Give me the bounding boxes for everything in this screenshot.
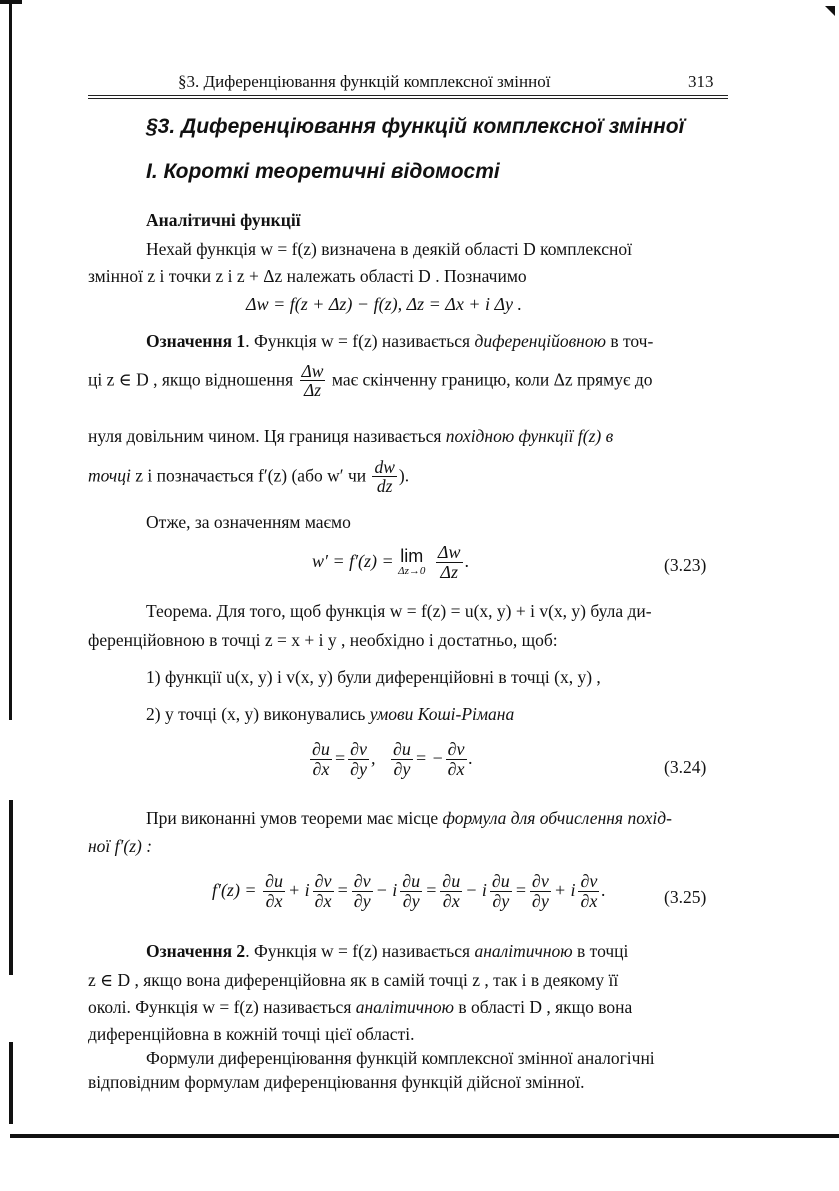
def1-l1-a: . Функція w = f(z) називається bbox=[245, 331, 475, 351]
eq-equals: = bbox=[333, 747, 347, 768]
fraction-denominator: ∂x bbox=[440, 891, 462, 912]
def1-line-1 bbox=[146, 333, 653, 351]
p2-l2-term: ної bbox=[88, 836, 111, 856]
scan-left-edge-line bbox=[9, 0, 12, 720]
fraction-numerator: ∂v bbox=[580, 871, 598, 891]
fraction-numerator: ∂u bbox=[442, 871, 461, 891]
def1-l1-b: в точ- bbox=[605, 331, 654, 351]
equation-3-23 bbox=[312, 543, 469, 583]
eq-operator: = bbox=[425, 879, 438, 900]
term-differentiable: диференційовною bbox=[474, 331, 606, 351]
condition-1: 1) функції u(x, y) і v(x, y) були диференційовні в точці (x, y) , bbox=[146, 667, 601, 687]
running-title: §3. Диференціювання функцій комплексної змінної bbox=[178, 72, 551, 91]
partial-fraction bbox=[400, 872, 422, 912]
eq-tail: . bbox=[601, 879, 606, 900]
fraction-denominator: ∂y bbox=[353, 890, 371, 911]
eq-operator: = bbox=[514, 879, 527, 900]
partial-fraction bbox=[313, 872, 334, 912]
fraction-denominator: ∂x bbox=[580, 890, 598, 911]
fraction-denominator: ∂y bbox=[400, 891, 422, 912]
fraction-denominator: Δz bbox=[436, 562, 463, 583]
equation-number-3-25: (3.25) bbox=[664, 887, 707, 907]
term-analytic: аналітичною bbox=[474, 941, 573, 961]
otzhe-line: Отже, за означенням маємо bbox=[146, 512, 351, 532]
def1-l2-a: ці z ∈ D , якщо відношення bbox=[88, 369, 294, 390]
fraction-numerator: ∂v bbox=[531, 871, 549, 891]
term-derivative-formula: формула для обчислення похід- bbox=[442, 808, 672, 828]
fraction-denominator: dz bbox=[372, 476, 396, 496]
def2-l1-b: в точці bbox=[572, 941, 629, 961]
fraction-numerator: Δw bbox=[301, 361, 324, 381]
header-rule bbox=[88, 95, 728, 96]
section-title: §3. Диференціювання функцій комплексної змінної bbox=[146, 115, 685, 138]
partial-fraction bbox=[352, 872, 373, 912]
p2-l1-a: При виконанні умов теореми має місце bbox=[146, 808, 443, 828]
eq-operator: = bbox=[336, 879, 349, 900]
fraction-dw-dz bbox=[300, 362, 326, 401]
eq-tail: . bbox=[464, 550, 469, 571]
fraction-dw-dz bbox=[436, 543, 463, 583]
fraction-numerator: ∂u bbox=[392, 739, 411, 759]
scan-left-edge-mark-2 bbox=[9, 1042, 13, 1124]
heading-analytic-functions: Аналітичні функції bbox=[146, 210, 301, 230]
fraction-numerator: ∂u bbox=[265, 871, 283, 891]
fraction-denominator: ∂y bbox=[531, 890, 549, 911]
fraction-numerator: ∂u bbox=[402, 871, 421, 891]
lim-text: lim bbox=[400, 546, 424, 567]
fraction-numerator: ∂u bbox=[312, 739, 330, 759]
p1-line-2: змінної z і точки z і z + Δz належать області D . Позначимо bbox=[88, 266, 527, 286]
term-derivative: похідною функції f(z) в bbox=[445, 426, 614, 446]
fraction-denominator: ∂x bbox=[447, 758, 465, 779]
eq325-terms bbox=[261, 871, 601, 911]
scan-bottom-edge bbox=[10, 1134, 839, 1138]
def1-line-2 bbox=[88, 362, 653, 401]
def2-l1-a: . Функція w = f(z) називається bbox=[245, 941, 475, 961]
fraction-denominator: ∂y bbox=[350, 758, 367, 779]
fraction-denominator: ∂y bbox=[391, 759, 413, 780]
p2-line-2 bbox=[88, 838, 152, 856]
partial-fraction bbox=[530, 872, 551, 912]
p2-l2-b: f′(z) : bbox=[110, 836, 153, 856]
eq-tail: . bbox=[468, 747, 474, 768]
def1-l4-a: z і позначається f′(z) (або w′ чи bbox=[130, 465, 367, 486]
def2-l3-b: в області D , якщо вона bbox=[453, 997, 633, 1017]
fraction-du-dx bbox=[310, 740, 332, 780]
def2-l3-a: околі. Функція w = f(z) називається bbox=[88, 997, 356, 1017]
fraction-numerator: dw bbox=[374, 457, 395, 477]
eq-operator: + i bbox=[287, 879, 310, 900]
fraction-dv-dy bbox=[348, 740, 369, 780]
def2-line-2: z ∈ D , якщо вона диференційовна як в самій точці z , так і в деякому її bbox=[88, 970, 619, 990]
theorem-line-1: Теорема. Для того, щоб функція w = f(z) = u(x, y) + i v(x, y) була ди- bbox=[146, 601, 652, 621]
fraction-numerator: ∂v bbox=[350, 739, 367, 759]
term-cauchy-riemann: умови Коші-Рімана bbox=[369, 704, 515, 724]
eq-operator: + i bbox=[553, 879, 576, 900]
def1-line-3 bbox=[88, 428, 613, 446]
fraction-denominator: ∂y bbox=[490, 891, 512, 912]
equation-number-3-23: (3.23) bbox=[664, 555, 707, 575]
final-line-2: відповідним формулам диференціювання функцій дійсної змінної. bbox=[88, 1072, 585, 1092]
equation-number-3-24: (3.24) bbox=[664, 757, 707, 777]
fraction-numerator: ∂v bbox=[447, 739, 465, 759]
partial-fraction bbox=[440, 872, 462, 912]
fraction-numerator: Δw bbox=[437, 542, 461, 562]
term-analytic-domain: аналітичною bbox=[355, 997, 454, 1017]
fraction-denominator: ∂x bbox=[310, 759, 332, 780]
def1-l4-b: ). bbox=[398, 465, 410, 486]
formula-delta-w: Δw = f(z + Δz) − f(z), Δz = Δx + i Δy . bbox=[246, 294, 523, 314]
p1-line-1: Нехай функція w = f(z) визначена в деякій області D комплексної bbox=[146, 239, 632, 259]
fraction-dv-dx bbox=[446, 740, 467, 780]
scan-left-edge-mark bbox=[9, 800, 13, 975]
theorem-line-2: ференційовною в точці z = x + i y , необхідно і достатньо, щоб: bbox=[88, 630, 558, 650]
equation-3-25 bbox=[212, 872, 606, 912]
eq-lhs: w′ = f′(z) = bbox=[312, 550, 394, 571]
def1-l2-b: має скінченну границю, коли Δz прямує до bbox=[331, 369, 653, 390]
def2-line-3 bbox=[88, 999, 632, 1017]
eq-equals-minus: = − bbox=[414, 747, 444, 768]
fraction-numerator: ∂v bbox=[353, 871, 371, 891]
def1-label: Означення 1 bbox=[146, 331, 246, 351]
fraction-numerator: ∂v bbox=[314, 871, 332, 891]
def2-label: Означення 2 bbox=[146, 941, 246, 961]
p2-line-1 bbox=[146, 810, 672, 828]
equation-3-24 bbox=[308, 740, 473, 780]
limit-operator bbox=[398, 547, 425, 578]
eq-operator: − i bbox=[465, 879, 487, 900]
partial-fraction bbox=[578, 872, 599, 912]
partial-fraction bbox=[490, 872, 512, 912]
fraction-du-dy bbox=[391, 740, 413, 780]
final-line-1: Формули диференціювання функцій комплексної змінної аналогічні bbox=[146, 1048, 655, 1068]
def1-l3-a: нуля довільним чином. Ця границя називається bbox=[88, 426, 446, 446]
scan-corner-mark bbox=[825, 6, 835, 16]
fraction-denominator: ∂x bbox=[314, 890, 332, 911]
lim-subscript: Δz→0 bbox=[398, 565, 426, 578]
condition-2 bbox=[146, 706, 514, 724]
term-at-point: точці bbox=[88, 465, 131, 486]
def2-line-4: диференційовна в кожній точці цієї області. bbox=[88, 1024, 415, 1044]
fraction-dw-over-dz bbox=[372, 458, 396, 497]
header-rule-2 bbox=[88, 98, 728, 99]
subsection-title: І. Короткі теоретичні відомості bbox=[146, 160, 500, 183]
eq-lhs: f′(z) = bbox=[212, 879, 257, 900]
eq-operator: − i bbox=[375, 879, 398, 900]
partial-fraction bbox=[263, 872, 285, 912]
fraction-denominator: ∂x bbox=[263, 891, 285, 912]
condition-2-text: 2) у точці (x, y) виконувались bbox=[146, 704, 370, 724]
fraction-denominator: Δz bbox=[300, 380, 326, 400]
page-number: 313 bbox=[688, 72, 714, 91]
fraction-numerator: ∂u bbox=[491, 871, 510, 891]
def1-line-4 bbox=[88, 458, 409, 497]
eq-comma: , bbox=[370, 747, 376, 768]
def2-line-1 bbox=[146, 943, 628, 961]
